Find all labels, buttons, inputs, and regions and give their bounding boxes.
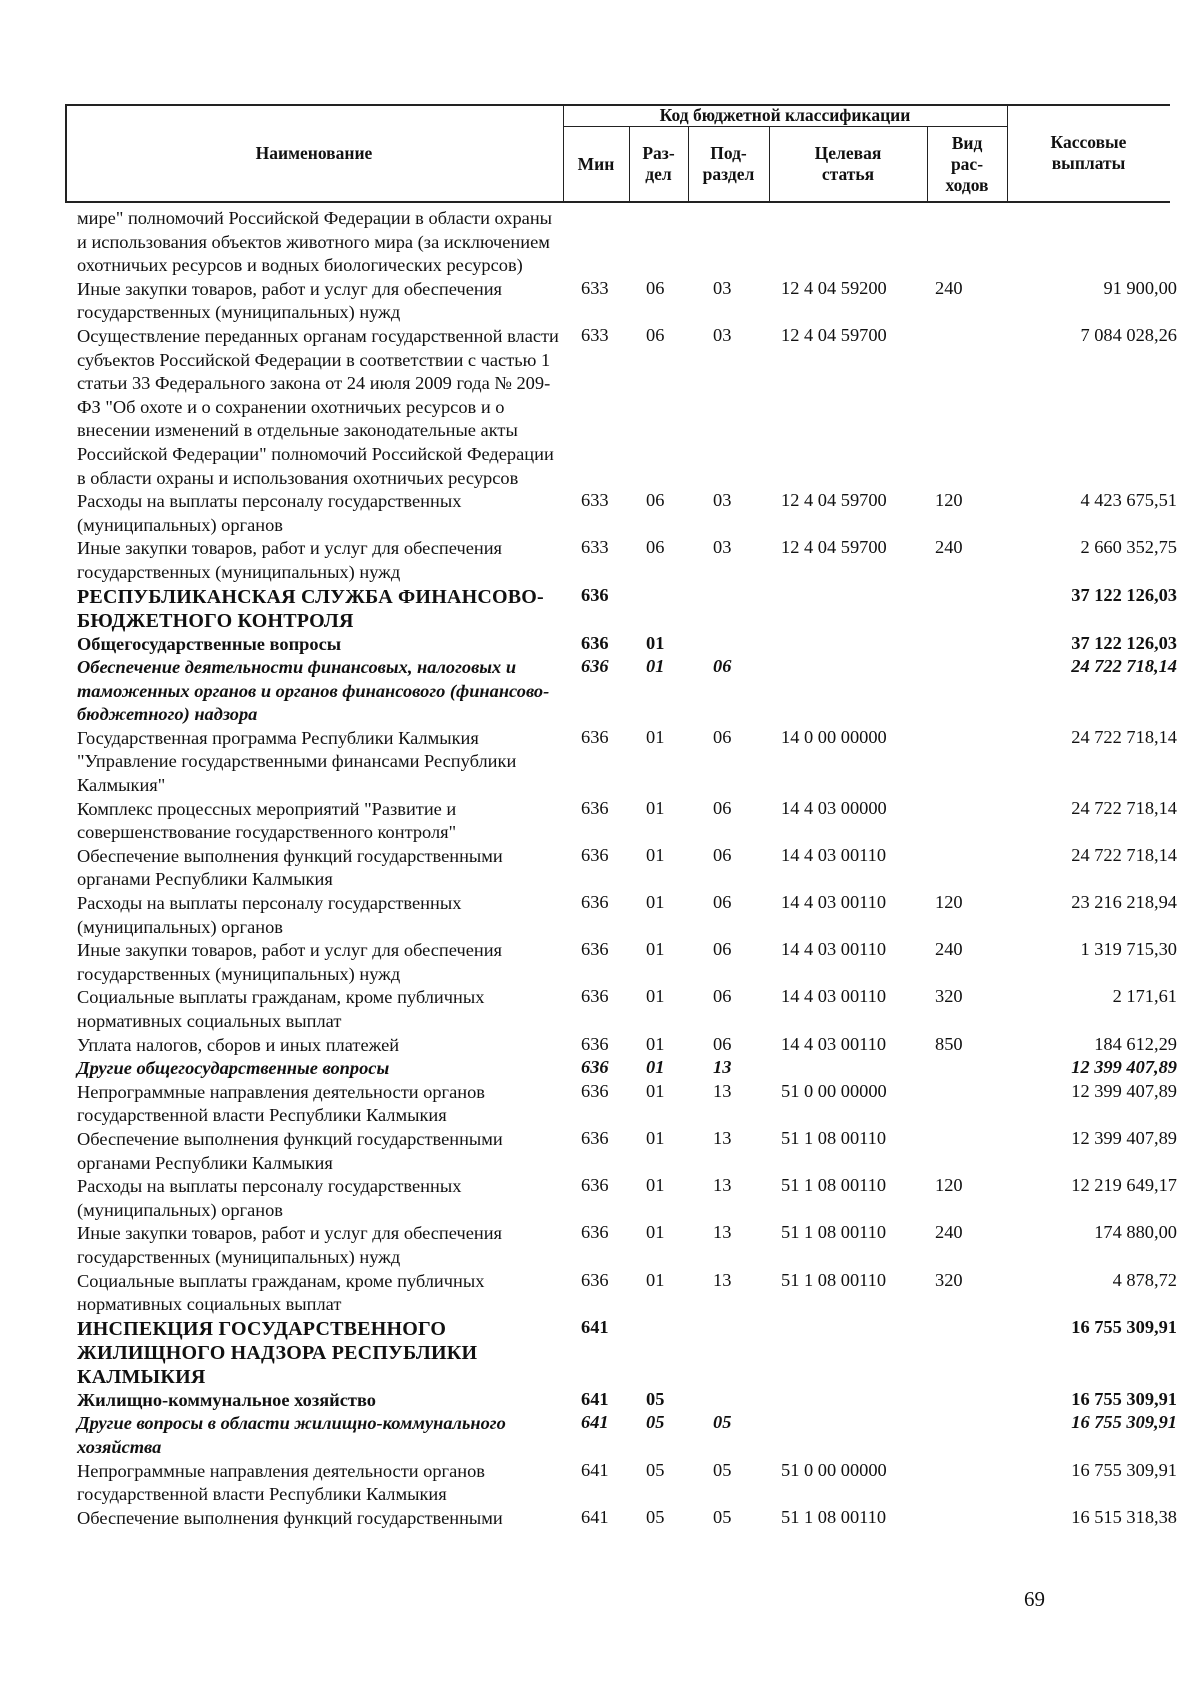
cell-celevaya: 14 0 00 00000 [781, 726, 887, 747]
cell-podrazdel: 06 [713, 1033, 732, 1054]
cell-name: Социальные выплаты гражданам, кроме публичных нормативных социальных выплат [77, 987, 485, 1031]
cell-name: Государственная программа Республики Калмыкия "Управление государственными финансами Республики Калмыкия" [77, 727, 517, 796]
cell-podrazdel: 06 [713, 844, 732, 865]
cell-celevaya: 51 1 08 00110 [781, 1506, 887, 1527]
header-razdel: Раз- дел [642, 143, 675, 184]
cell-celevaya: 12 4 04 59700 [781, 324, 887, 345]
cell-razdel: 01 [646, 726, 665, 747]
table-row [77, 845, 1177, 892]
cell-celevaya: 51 0 00 00000 [781, 1459, 887, 1480]
table-row [77, 656, 1177, 727]
table-row [77, 207, 1177, 278]
header-podrazdel: Под- раздел [702, 143, 755, 184]
cell-podrazdel: 05 [713, 1412, 732, 1433]
cell-podrazdel: 03 [713, 324, 732, 345]
cell-name: Осуществление переданных органам государственной власти субъектов Российской Федерации в соответствии с частью 1 статьи 33 Федерального закона от 24 июля 2009 года № 209-ФЗ "Об охоте и о сохранении охотничьих ресурсов и о внесении изменений в отдельные законодательные акты Российской Федерации" полномочий Российской Федерации в области охраны и использования охотничьих ресурсов [77, 325, 559, 488]
cell-min: 636 [581, 939, 609, 960]
cell-vid: 320 [935, 986, 963, 1007]
header-min: Мин [577, 153, 615, 174]
table-row [77, 1081, 1177, 1128]
cell-podrazdel: 06 [713, 986, 732, 1007]
cell-name: Иные закупки товаров, работ и услуг для обеспечения государственных (муниципальных) нужд [77, 278, 503, 323]
header-sum: Кассовые выплаты [1050, 132, 1127, 173]
cell-sum: 16 755 309,91 [1071, 1459, 1177, 1480]
cell-sum: 1 319 715,30 [1080, 939, 1177, 960]
table-row [77, 1175, 1177, 1222]
cell-celevaya: 51 1 08 00110 [781, 1127, 887, 1148]
cell-name: Жилищно-коммунальное хозяйство [77, 1389, 376, 1410]
cell-name: Иные закупки товаров, работ и услуг для обеспечения государственных (муниципальных) нужд [77, 538, 503, 582]
cell-min: 636 [581, 1175, 609, 1196]
cell-sum: 16 755 309,91 [1071, 1412, 1177, 1433]
cell-sum: 12 219 649,17 [1071, 1175, 1177, 1196]
cell-name: Общегосударственные вопросы [77, 633, 342, 654]
cell-name: ИНСПЕКЦИЯ ГОСУДАРСТВЕННОГО ЖИЛИЩНОГО НАДЗОРА РЕСПУБЛИКИ КАЛМЫКИЯ [77, 1317, 478, 1388]
cell-razdel: 05 [646, 1459, 665, 1480]
cell-celevaya: 12 4 04 59700 [781, 537, 887, 558]
cell-sum: 7 084 028,26 [1080, 324, 1177, 345]
cell-razdel: 01 [646, 1269, 665, 1290]
cell-name: Обеспечение выполнения функций государственными органами Республики Калмыкия [77, 845, 503, 890]
cell-podrazdel: 05 [713, 1459, 732, 1480]
cell-razdel: 01 [646, 986, 665, 1007]
cell-name: Расходы на выплаты персоналу государственных (муниципальных) органов [77, 491, 462, 535]
table-row [77, 278, 1177, 325]
cell-min: 636 [581, 986, 609, 1007]
cell-celevaya: 51 1 08 00110 [781, 1175, 887, 1196]
cell-podrazdel: 13 [713, 1127, 732, 1148]
cell-razdel: 01 [646, 939, 665, 960]
cell-razdel: 06 [646, 490, 665, 511]
cell-sum: 91 900,00 [1103, 277, 1177, 298]
cell-name: Другие вопросы в области жилищно-коммунального хозяйства [77, 1413, 506, 1457]
page-number: 69 [1024, 1587, 1045, 1611]
cell-sum: 24 722 718,14 [1071, 844, 1177, 865]
cell-name: Комплекс процессных мероприятий "Развитие и совершенствование государственного контроля" [77, 798, 457, 843]
cell-min: 636 [581, 892, 609, 913]
cell-celevaya: 14 4 03 00110 [781, 939, 887, 960]
cell-podrazdel: 03 [713, 490, 732, 511]
cell-name: Обеспечение деятельности финансовых, налоговых и таможенных органов и органов финансового (финансово-бюджетного) надзора [77, 657, 550, 725]
cell-razdel: 01 [646, 1222, 665, 1243]
header-vid: Вид рас- ходов [945, 132, 989, 195]
table-row [77, 325, 1177, 490]
table-row [77, 1128, 1177, 1175]
cell-min: 636 [581, 844, 609, 865]
cell-razdel: 06 [646, 537, 665, 558]
table-row [77, 798, 1177, 845]
cell-vid: 240 [935, 939, 963, 960]
cell-razdel: 01 [646, 1127, 665, 1148]
cell-sum: 37 122 126,03 [1071, 632, 1177, 653]
cell-razdel: 01 [646, 1175, 665, 1196]
cell-min: 636 [581, 584, 609, 605]
cell-vid: 240 [935, 277, 963, 298]
cell-name: Иные закупки товаров, работ и услуг для обеспечения государственных (муниципальных) нужд [77, 1223, 503, 1267]
table-row [77, 1270, 1177, 1317]
cell-name: Социальные выплаты гражданам, кроме публичных нормативных социальных выплат [77, 1270, 485, 1315]
header-celevaya: Целевая статья [814, 143, 882, 184]
cell-vid: 120 [935, 1175, 963, 1196]
cell-podrazdel: 13 [713, 1269, 732, 1290]
cell-sum: 37 122 126,03 [1071, 584, 1177, 605]
cell-razdel: 01 [646, 844, 665, 865]
cell-sum: 4 423 675,51 [1080, 490, 1177, 511]
cell-min: 636 [581, 1057, 609, 1078]
cell-sum: 174 880,00 [1094, 1222, 1177, 1243]
cell-min: 636 [581, 632, 609, 653]
cell-podrazdel: 03 [713, 277, 732, 298]
cell-min: 636 [581, 1269, 609, 1290]
cell-sum: 16 515 318,38 [1071, 1506, 1177, 1527]
cell-razdel: 05 [646, 1388, 665, 1409]
table-row [77, 727, 1177, 798]
cell-min: 636 [581, 726, 609, 747]
cell-razdel: 01 [646, 1033, 665, 1054]
table-row [77, 1389, 1177, 1413]
cell-razdel: 05 [646, 1412, 665, 1433]
cell-sum: 12 399 407,89 [1071, 1080, 1177, 1101]
cell-min: 636 [581, 1222, 609, 1243]
cell-min: 633 [581, 324, 609, 345]
cell-name: Иные закупки товаров, работ и услуг для обеспечения государственных (муниципальных) нужд [77, 940, 503, 984]
cell-vid: 120 [935, 892, 963, 913]
cell-min: 636 [581, 1033, 609, 1054]
cell-name: мире" полномочий Российской Федерации в области охраны и использования объектов животного мира (за исключением охотничьих ресурсов и водных биологических ресурсов) [77, 208, 553, 276]
cell-min: 641 [581, 1316, 609, 1337]
cell-sum: 2 660 352,75 [1080, 537, 1177, 558]
cell-min: 641 [581, 1388, 609, 1409]
cell-celevaya: 12 4 04 59200 [781, 277, 887, 298]
cell-razdel: 01 [646, 1057, 665, 1078]
table-body [77, 207, 1177, 1530]
cell-name: Обеспечение выполнения функций государственными органами Республики Калмыкия [77, 1128, 503, 1173]
table-row [77, 1412, 1177, 1459]
cell-name: Непрограммные направления деятельности органов государственной власти Республики Калмыкия [77, 1081, 485, 1126]
cell-name: Уплата налогов, сборов и иных платежей [77, 1034, 400, 1055]
table-row [77, 1222, 1177, 1269]
table-row [77, 1460, 1177, 1507]
cell-min: 633 [581, 277, 609, 298]
cell-podrazdel: 06 [713, 656, 732, 677]
cell-sum: 184 612,29 [1094, 1033, 1177, 1054]
cell-name: Непрограммные направления деятельности органов государственной власти Республики Калмыкия [77, 1460, 485, 1505]
cell-sum: 23 216 218,94 [1071, 892, 1177, 913]
table-row [77, 892, 1177, 939]
table-row [77, 490, 1177, 537]
cell-vid: 320 [935, 1269, 963, 1290]
cell-min: 633 [581, 490, 609, 511]
cell-razdel: 01 [646, 656, 665, 677]
cell-celevaya: 14 4 03 00110 [781, 844, 887, 865]
cell-vid: 120 [935, 490, 963, 511]
table-row [77, 633, 1177, 657]
cell-name: Обеспечение выполнения функций государственными [77, 1507, 503, 1528]
cell-sum: 24 722 718,14 [1071, 656, 1177, 677]
cell-min: 636 [581, 1080, 609, 1101]
cell-celevaya: 14 4 03 00110 [781, 1033, 887, 1054]
cell-sum: 2 171,61 [1112, 986, 1177, 1007]
cell-podrazdel: 06 [713, 892, 732, 913]
cell-name: Расходы на выплаты персоналу государственных (муниципальных) органов [77, 893, 462, 937]
table-row [77, 1317, 1177, 1389]
cell-celevaya: 14 4 03 00110 [781, 986, 887, 1007]
cell-min: 641 [581, 1412, 609, 1433]
cell-podrazdel: 03 [713, 537, 732, 558]
cell-celevaya: 14 4 03 00000 [781, 797, 887, 818]
cell-sum: 24 722 718,14 [1071, 726, 1177, 747]
cell-min: 641 [581, 1459, 609, 1480]
header-name: Наименование [255, 142, 373, 163]
cell-podrazdel: 13 [713, 1080, 732, 1101]
table-row [77, 986, 1177, 1033]
table-row [77, 585, 1177, 633]
cell-min: 633 [581, 537, 609, 558]
cell-razdel: 05 [646, 1506, 665, 1527]
cell-podrazdel: 06 [713, 726, 732, 747]
cell-vid: 240 [935, 537, 963, 558]
cell-sum: 16 755 309,91 [1071, 1388, 1177, 1409]
table-row [77, 1507, 1177, 1531]
table-header [65, 104, 1170, 202]
cell-min: 636 [581, 1127, 609, 1148]
cell-celevaya: 14 4 03 00110 [781, 892, 887, 913]
cell-name: Другие общегосударственные вопросы [77, 1058, 390, 1079]
cell-podrazdel: 05 [713, 1506, 732, 1527]
cell-podrazdel: 06 [713, 939, 732, 960]
table-row [77, 537, 1177, 584]
cell-sum: 16 755 309,91 [1071, 1316, 1177, 1337]
cell-celevaya: 51 1 08 00110 [781, 1222, 887, 1243]
cell-name: Расходы на выплаты персоналу государственных (муниципальных) органов [77, 1176, 462, 1220]
cell-podrazdel: 13 [713, 1222, 732, 1243]
cell-razdel: 06 [646, 324, 665, 345]
cell-sum: 12 399 407,89 [1071, 1057, 1177, 1078]
cell-min: 641 [581, 1506, 609, 1527]
cell-sum: 12 399 407,89 [1071, 1127, 1177, 1148]
cell-celevaya: 51 1 08 00110 [781, 1269, 887, 1290]
cell-podrazdel: 13 [713, 1175, 732, 1196]
cell-min: 636 [581, 656, 609, 677]
cell-name: РЕСПУБЛИКАНСКАЯ СЛУЖБА ФИНАНСОВО-БЮДЖЕТНОГО КОНТРОЛЯ [77, 585, 544, 632]
cell-razdel: 01 [646, 797, 665, 818]
table-row [77, 1057, 1177, 1081]
cell-podrazdel: 13 [713, 1057, 732, 1078]
cell-min: 636 [581, 797, 609, 818]
cell-razdel: 01 [646, 892, 665, 913]
cell-razdel: 01 [646, 632, 665, 653]
table-row [77, 1034, 1177, 1058]
cell-razdel: 01 [646, 1080, 665, 1101]
cell-celevaya: 12 4 04 59700 [781, 490, 887, 511]
cell-razdel: 06 [646, 277, 665, 298]
cell-podrazdel: 06 [713, 797, 732, 818]
cell-sum: 4 878,72 [1112, 1269, 1177, 1290]
cell-vid: 850 [935, 1033, 963, 1054]
header-code-group: Код бюджетной классификации [659, 104, 911, 125]
cell-vid: 240 [935, 1222, 963, 1243]
cell-celevaya: 51 0 00 00000 [781, 1080, 887, 1101]
table-row [77, 939, 1177, 986]
cell-sum: 24 722 718,14 [1071, 797, 1177, 818]
